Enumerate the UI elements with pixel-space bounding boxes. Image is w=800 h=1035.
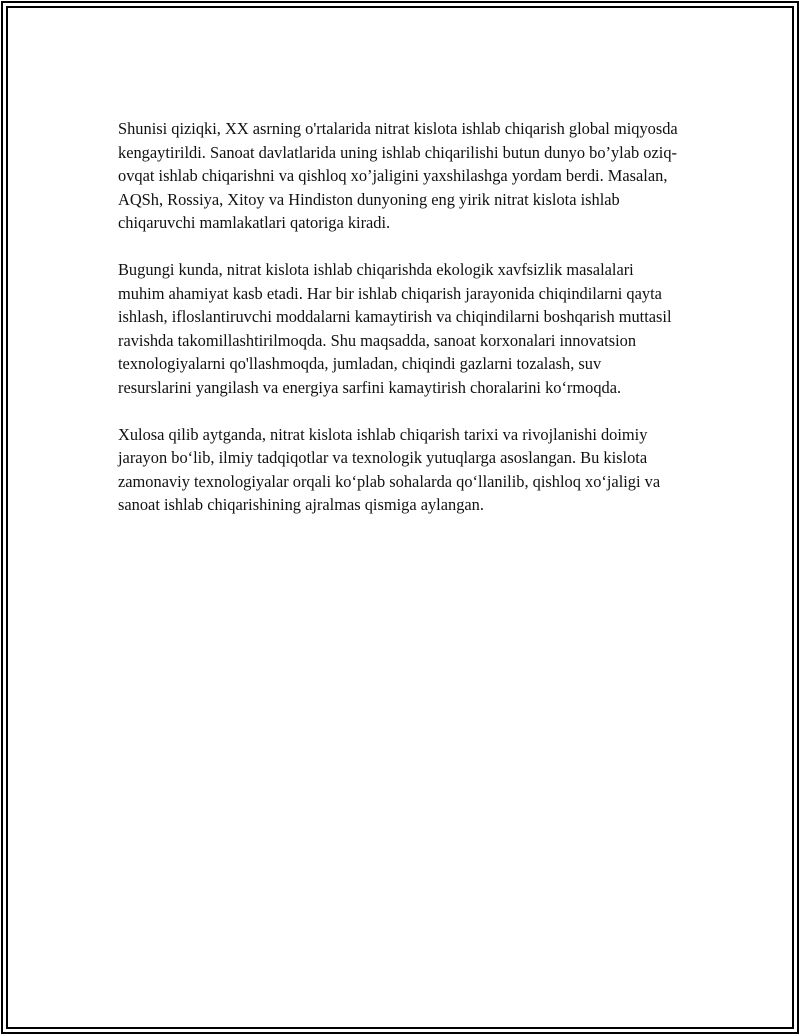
document-body xyxy=(118,117,678,540)
paragraph-1: Shunisi qiziqki, XX asrning o'rtalarida nitrat kislota ishlab chiqarish global miqyosda kengaytirildi. Sanoat davlatlarida uning ishlab chiqarilishi butun dunyo bo’ylab oziq-ovqat ishlab chiqarishni va qishloq xo’jaligini yaxshilashga yordam berdi. Masalan, AQSh, Rossiya, Xitoy va Hindiston dunyoning eng yirik nitrat kislota ishlab chiqaruvchi mamlakatlari qatoriga kiradi. xyxy=(118,119,678,232)
paragraph-2: Bugungi kunda, nitrat kislota ishlab chiqarishda ekologik xavfsizlik masalalari muhim ahamiyat kasb etadi. Har bir ishlab chiqarish jarayonida chiqindilarni qayta ishlash, ifloslantiruvchi moddalarni kamaytirish va chiqindilarni boshqarish muttasil ravishda takomillashtirilmoqda. Shu maqsadda, sanoat korxonalari innovatsion texnologiyalarni qo'llashmoqda, jumladan, chiqindi gazlarni tozalash, suv resurslarini yangilash va energiya sarfini kamaytirish choralarini ko‘rmoqda. xyxy=(118,260,672,397)
paragraph-3: Xulosa qilib aytganda, nitrat kislota ishlab chiqarish tarixi va rivojlanishi doimiy jarayon bo‘lib, ilmiy tadqiqotlar va texnologik yutuqlarga asoslangan. Bu kislota zamonaviy texnologiyalar orqali ko‘plab sohalarda qo‘llanilib, qishloq xo‘jaligi va sanoat ishlab chiqarishining ajralmas qismiga aylangan. xyxy=(118,424,661,514)
